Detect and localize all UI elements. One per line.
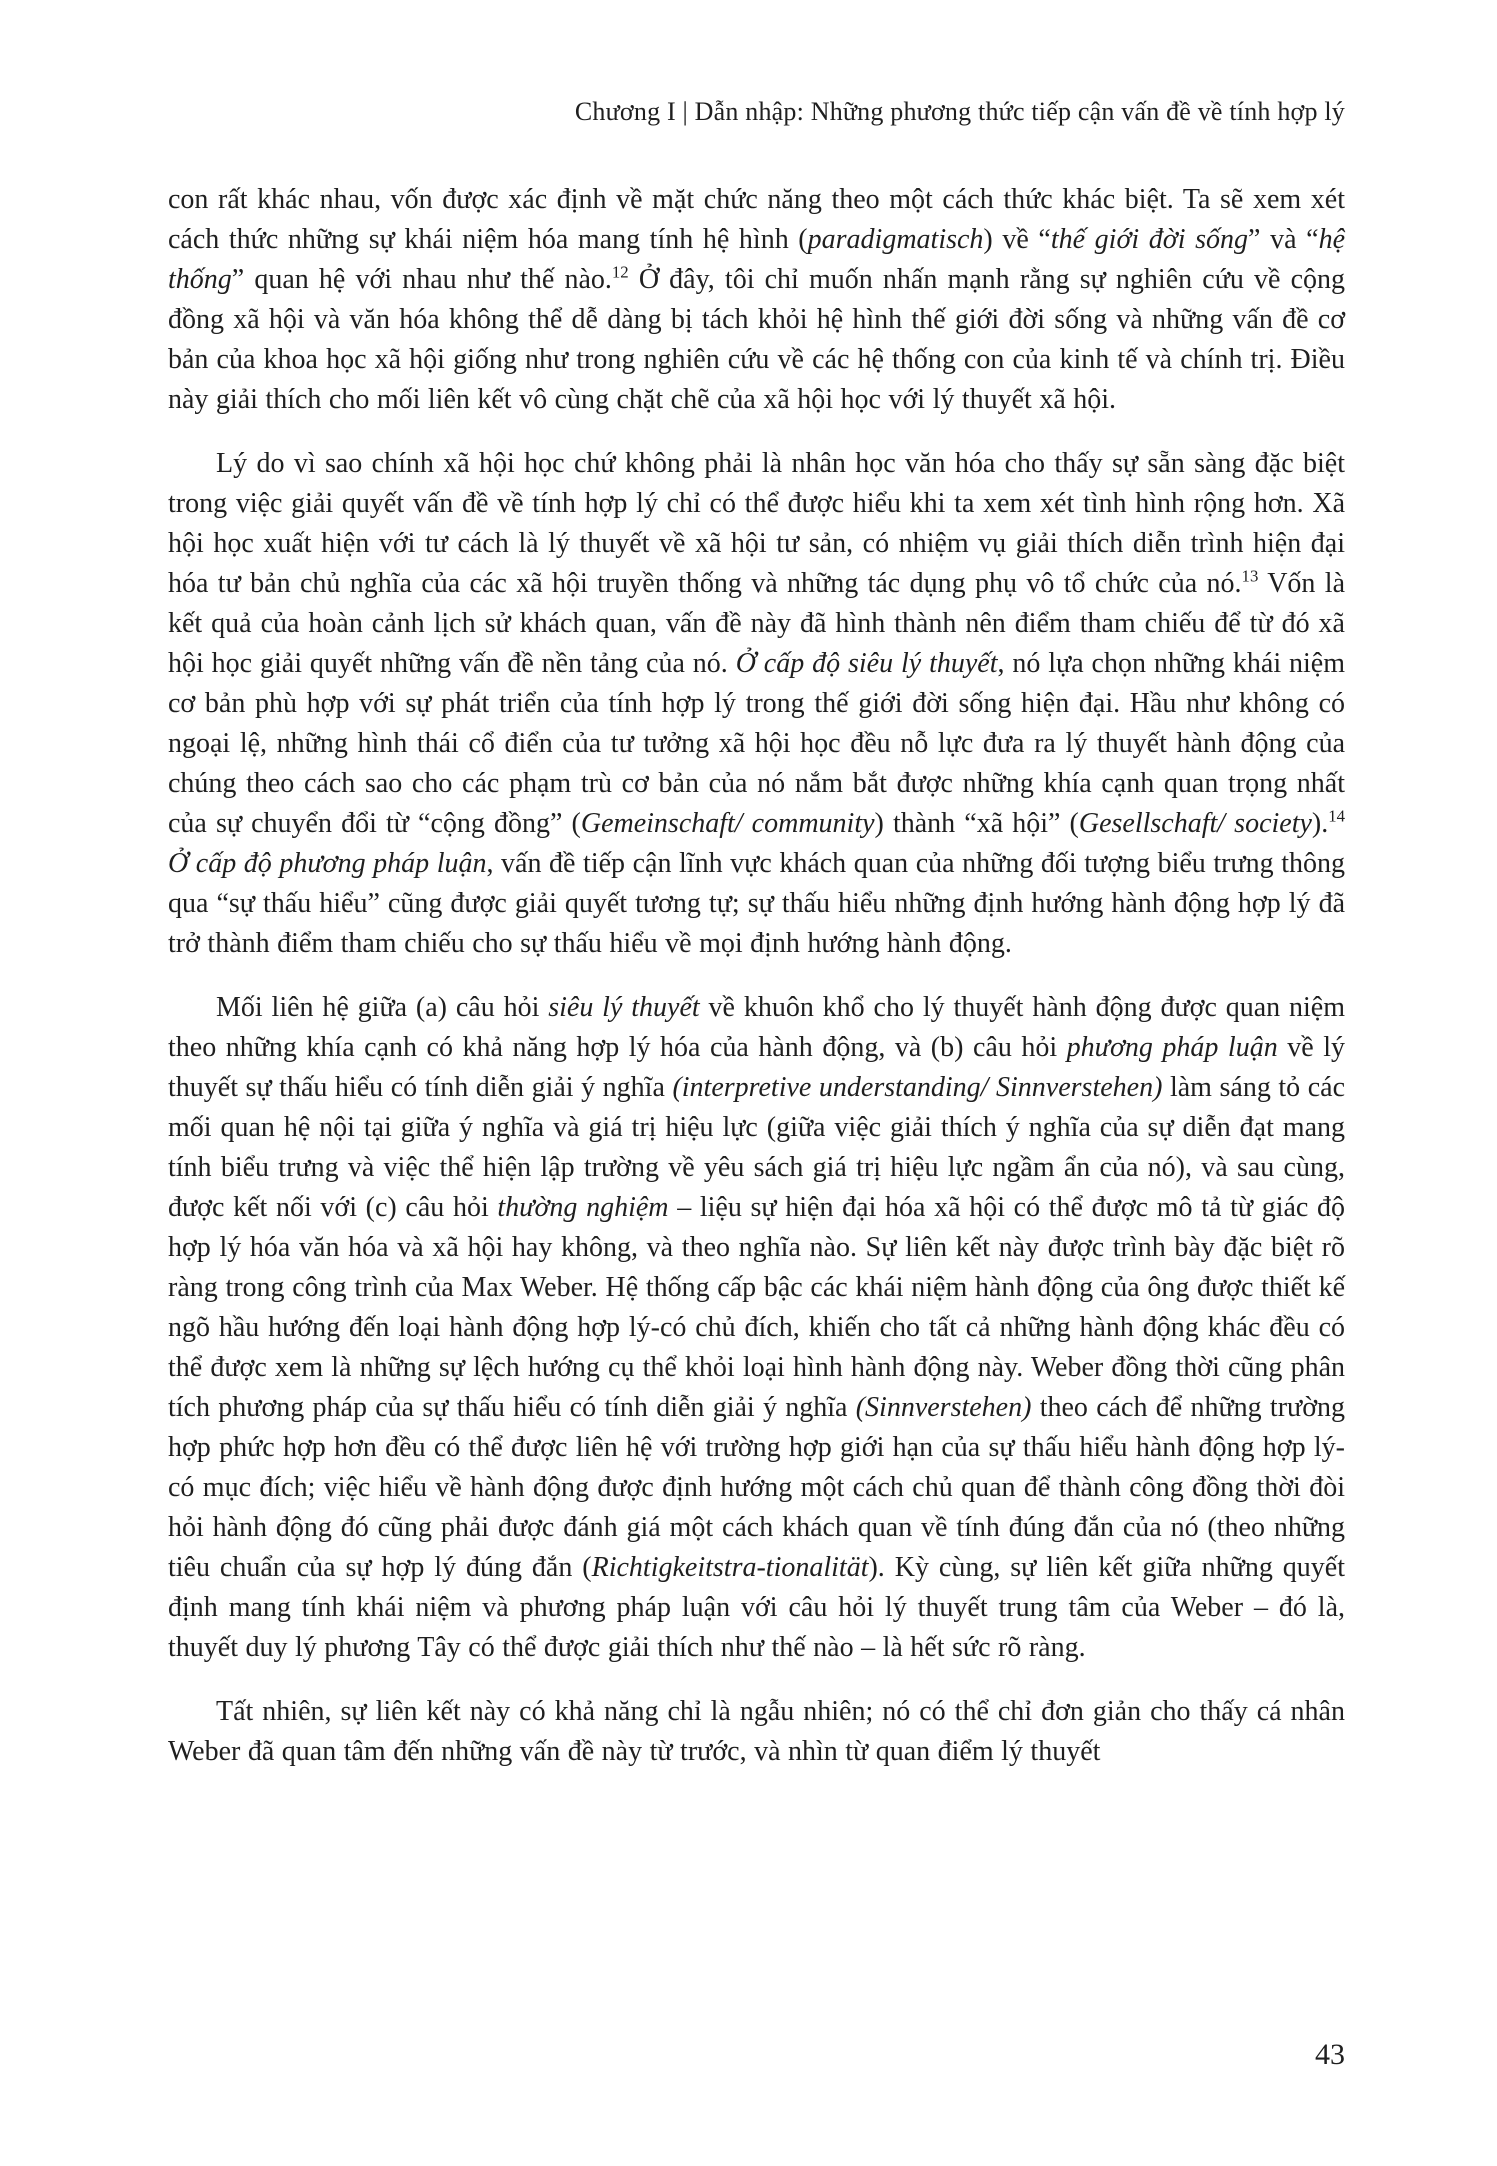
paragraph-4: Tất nhiên, sự liên kết này có khả năng chỉ là ngẫu nhiên; nó có thể chỉ đơn giản cho thấy cá nhân Weber đã quan tâm đến những vấn đề này từ trước, và nhìn từ quan điểm lý thuyết xyxy=(168,1696,1345,1767)
paragraph-2: Lý do vì sao chính xã hội học chứ không phải là nhân học văn hóa cho thấy sự sẵn sàng đặc biệt trong việc giải quyết vấn đề về tính hợp lý chỉ có thể được hiểu khi ta xem xét tình hình rộng hơn. Xã hội học xuất hiện với tư cách là lý thuyết về xã hội tư sản, có nhiệm vụ giải thích diễn trình hiện đại hóa tư bản chủ nghĩa của các xã hội truyền thống và những tác dụng phụ vô tổ chức của nó.$^{13}$ Vốn là kết quả của hoàn cảnh lịch sử khách quan, vấn đề này đã hình thành nên điểm tham chiếu để từ đó xã hội học giải quyết những vấn đề nền tảng của nó. Ở cấp độ siêu lý thuyết, nó lựa chọn những khái niệm cơ bản phù hợp với sự phát triển của tính hợp lý trong thế giới đời sống hiện đại. Hầu như không có ngoại lệ, những hình thái cổ điển của tư tưởng xã hội học đều nỗ lực đưa ra lý thuyết hành động của chúng theo cách sao cho các phạm trù cơ bản của nó nắm bắt được những khía cạnh quan trọng nhất của sự chuyển đổi từ “cộng đồng” (Gemeinschaft/ community) thành “xã hội” (Gesellschaft/ society).$^{14}$ Ở cấp độ phương pháp luận, vấn đề tiếp cận lĩnh vực khách quan của những đối tượng biểu trưng thông qua “sự thấu hiểu” cũng được giải quyết tương tự; sự thấu hiểu những định hướng hành động hợp lý đã trở thành điểm tham chiếu cho sự thấu hiểu về mọi định hướng hành động. xyxy=(168,448,1346,959)
page-body xyxy=(168,180,1345,1772)
running-head: Chương I | Dẫn nhập: Những phương thức tiếp cận vấn đề về tính hợp lý xyxy=(574,97,1345,126)
paragraph-3: Mối liên hệ giữa (a) câu hỏi siêu lý thuyết về khuôn khổ cho lý thuyết hành động được quan niệm theo những khía cạnh có khả năng hợp lý hóa của hành động, và (b) câu hỏi phương pháp luận về lý thuyết sự thấu hiểu có tính diễn giải ý nghĩa (interpretive understanding/ Sinnverstehen) làm sáng tỏ các mối quan hệ nội tại giữa ý nghĩa và giá trị hiệu lực (giữa việc giải thích ý nghĩa của sự diễn đạt mang tính biểu trưng và việc thể hiện lập trường về yêu sách giá trị hiệu lực ngầm ẩn của nó), và sau cùng, được kết nối với (c) câu hỏi thường nghiệm – liệu sự hiện đại hóa xã hội có thể được mô tả từ giác độ hợp lý hóa văn hóa và xã hội hay không, và theo nghĩa nào. Sự liên kết này được trình bày đặc biệt rõ ràng trong công trình của Max Weber. Hệ thống cấp bậc các khái niệm hành động của ông được thiết kế ngõ hầu hướng đến loại hành động hợp lý-có chủ đích, khiến cho tất cả những hành động khác đều có thể được xem là những sự lệch hướng cụ thể khỏi loại hình hành động này. Weber đồng thời cũng phân tích phương pháp của sự thấu hiểu có tính diễn giải ý nghĩa (Sinnverstehen) theo cách để những trường hợp phức hợp hơn đều có thể được liên hệ với trường hợp giới hạn của sự thấu hiểu hành động hợp lý-có mục đích; việc hiểu về hành động được định hướng một cách chủ quan để thành công đồng thời đòi hỏi hành động đó cũng phải được đánh giá một cách khách quan về tính đúng đắn của nó (theo những tiêu chuẩn của sự hợp lý đúng đắn (Richtigkeitstra-tionalität). Kỳ cùng, sự liên kết giữa những quyết định mang tính khái niệm và phương pháp luận với câu hỏi lý thuyết trung tâm của Weber – đó là, thuyết duy lý phương Tây có thể được giải thích như thế nào – là hết sức rõ ràng. xyxy=(168,992,1346,1663)
page-number: 43 xyxy=(1315,2038,1345,2071)
paragraph-1: con rất khác nhau, vốn được xác định về mặt chức năng theo một cách thức khác biệt. Ta sẽ xem xét cách thức những sự khái niệm hóa mang tính hệ hình (paradigmatisch) về “thế giới đời sống” và “hệ thống” quan hệ với nhau như thế nào.$^{12}$ Ở đây, tôi chỉ muốn nhấn mạnh rằng sự nghiên cứu về cộng đồng xã hội và văn hóa không thể dễ dàng bị tách khỏi hệ hình thế giới đời sống và những vấn đề cơ bản của khoa học xã hội giống như trong nghiên cứu về các hệ thống con của kinh tế và chính trị. Điều này giải thích cho mối liên kết vô cùng chặt chẽ của xã hội học với lý thuyết xã hội. xyxy=(168,184,1346,415)
